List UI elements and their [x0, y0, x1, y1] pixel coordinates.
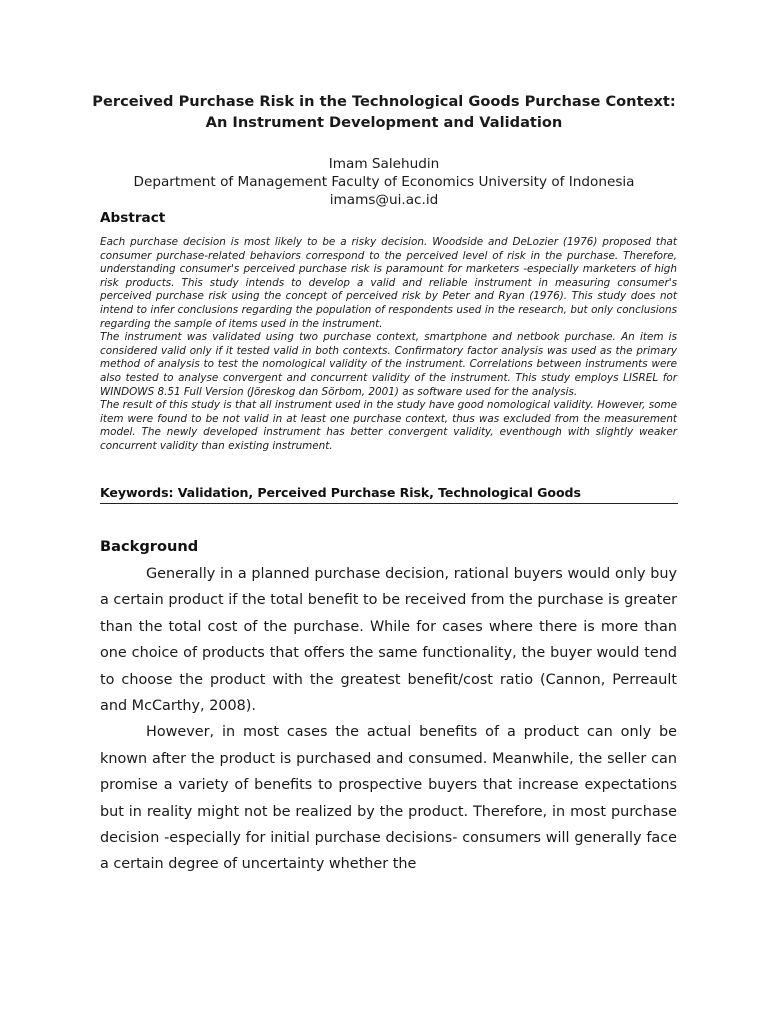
title-line-1: Perceived Purchase Risk in the Technological Goods Purchase Context: [92, 93, 676, 110]
title-line-2: An Instrument Development and Validation [205, 114, 563, 131]
abstract-heading: Abstract [100, 210, 166, 226]
abstract-body [100, 236, 677, 454]
paper-title [60, 91, 708, 133]
author-affiliation: Department of Management Faculty of Economics University of Indonesia [133, 174, 635, 190]
body-paragraph: However, in most cases the actual benefits of a product can only be known after the product is purchased and consumed. Meanwhile, the seller can promise a variety of benefits to prospective buyers that increase expectations but in reality might not be realized by the product. Therefore, in most purchase decision -especially for initial purchase decisions- consumers will generally face a certain degree of uncertainty whether the [100, 724, 677, 873]
author-block [60, 155, 708, 209]
abstract-paragraph: The result of this study is that all instrument used in the study have good nomological validity. However, some item were found to be not valid in at least one purchase context, thus was excluded from the measurement model. The newly developed instrument has better convergent validity, eventhough with slightly weaker concurrent validity than existing instrument. [100, 399, 677, 452]
keywords-line: Keywords: Validation, Perceived Purchase Risk, Technological Goods [100, 485, 581, 500]
abstract-paragraph: Each purchase decision is most likely to be a risky decision. Woodside and DeLozier (1976) proposed that consumer purchase-related behaviors correspond to the perceived level of risk in the purchase. Therefore, understanding consumer's perceived purchase risk is paramount for marketers -especially marketers of high risk products. This study intends to develop a valid and reliable instrument in measuring consumer's perceived purchase risk using the concept of perceived risk by Peter and Ryan (1976). This study does not intend to infer conclusions regarding the population of respondents used in the research, but only conclusions regarding the sample of items used in the instrument. [100, 236, 677, 330]
abstract-paragraph: The instrument was validated using two purchase context, smartphone and netbook purchase. An item is considered valid only if it tested valid in both contexts. Confirmatory factor analysis was used as the primary method of analysis to test the nomological validity of the instrument. Correlations between instruments were also tested to analyse convergent and concurrent validity of the instrument. This study employs LISREL for WINDOWS 8.51 Full Version (Jöreskog dan Sörbom, 2001) as software used for the analysis. [100, 331, 677, 398]
author-email: imams@ui.ac.id [329, 192, 439, 208]
author-name: Imam Salehudin [328, 156, 440, 172]
keywords-divider [100, 503, 678, 504]
section-heading-background: Background [100, 538, 199, 555]
background-body [100, 561, 677, 878]
body-paragraph: Generally in a planned purchase decision, rational buyers would only buy a certain product if the total benefit to be received from the purchase is greater than the total cost of the purchase. While for cases where there is more than one choice of products that offers the same functionality, the buyer would tend to choose the product with the greatest benefit/cost ratio (Cannon, Perreault and McCarthy, 2008). [100, 566, 677, 715]
